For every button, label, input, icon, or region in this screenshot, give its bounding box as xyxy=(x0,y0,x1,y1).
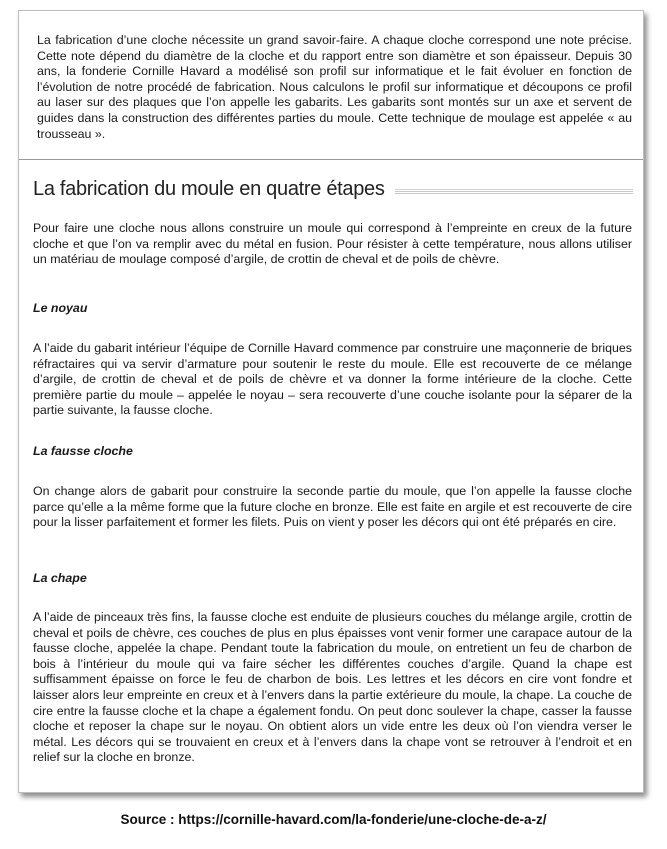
source-citation: Source : https://cornille-havard.com/la-fonderie/une-cloche-de-a-z/ xyxy=(120,812,547,827)
section-header xyxy=(33,178,633,201)
step-heading-noyau: Le noyau xyxy=(33,301,88,315)
intro-paragraph: La fabrication d’une cloche nécessite un grand savoir-faire. A chaque cloche correspond une note précise. Cette note dépend du diamètre de la cloche et du rapport entre son diamètre et son épaisseur. Depuis 30 ans, la fonderie Cornille Havard a modélisé son profil sur informatique et le fait évoluer en fonction de l’évolution de notre procédé de fabrication. Nous calculons le profil sur informatique et découpons ce profil au laser sur des plaques que l’on appelle les gabarits. Les gabarits sont montés sur un axe et servent de guides dans la construction des différentes parties du moule. Cette technique de moulage est appelée « au trousseau ». xyxy=(37,33,632,141)
title-decorative-rule xyxy=(395,189,633,194)
section-divider xyxy=(19,159,643,160)
step-text-chape: A l’aide de pinceaux très fins, la fausse cloche est enduite de plusieurs couches du mélange argile, crottin de cheval et poils de chèvre, ces couches de plus en plus épaisses vont venir former une carapace autour de la fausse cloche, appelée la chape. Pendant toute la fabrication du moule, on entretient un feu de charbon de bois à l’intérieur du moule qui va faire sécher les différentes couches d’argile. Quand la chape est suffisamment épaisse on force le feu de charbon de bois. Les lettres et les décors en cire vont fondre et laisser alors leur empreinte en creux et à l’envers dans la partie extérieure du moule, la chape. La couche de cire entre la fausse cloche et la chape a également fondu. On peut donc soulever la chape, casser la fausse cloche et reposer la chape sur le noyau. On obtient alors un vide entre les deux où l’on viendra verser le métal. Les décors qui se trouvaient en creux et à l’envers dans la chape vont se retrouver à l’endroit et en relief sur la cloche en bronze. xyxy=(33,610,632,765)
section-lead-paragraph: Pour faire une cloche nous allons construire un moule qui correspond à l’empreinte en creux de la future cloche et que l’on va remplir avec du métal en fusion. Pour résister à cette température, nous allons utiliser un matériau de moulage composé d’argile, de crottin de cheval et de poils de chèvre. xyxy=(33,221,632,267)
section-title: La fabrication du moule en quatre étapes xyxy=(33,178,385,200)
document-sheet xyxy=(18,10,644,793)
step-text-noyau: A l’aide du gabarit intérieur l’équipe de Cornille Havard commence par construire une maçonnerie de briques réfractaires qui va servir d’armature pour soutenir le reste du moule. Elle est recouverte de ce mélange d’argile, de crottin de cheval et de poils de chèvre et va donner la forme intérieure de la cloche. Cette première partie du moule – appelée le noyau – sera recouverte d’une couche isolante pour la séparer de la partie suivante, la fausse cloche. xyxy=(33,341,632,418)
step-heading-chape: La chape xyxy=(33,571,87,585)
step-text-fausse-cloche: On change alors de gabarit pour construire la seconde partie du moule, que l’on appelle la fausse cloche parce qu’elle a la même forme que la future cloche en bronze. Elle est faite en argile et est recouverte de cire pour la lisser parfaitement et former les filets. Puis on vient y poser les décors qui ont été préparés en cire. xyxy=(33,484,632,530)
step-heading-fausse-cloche: La fausse cloche xyxy=(33,444,133,458)
